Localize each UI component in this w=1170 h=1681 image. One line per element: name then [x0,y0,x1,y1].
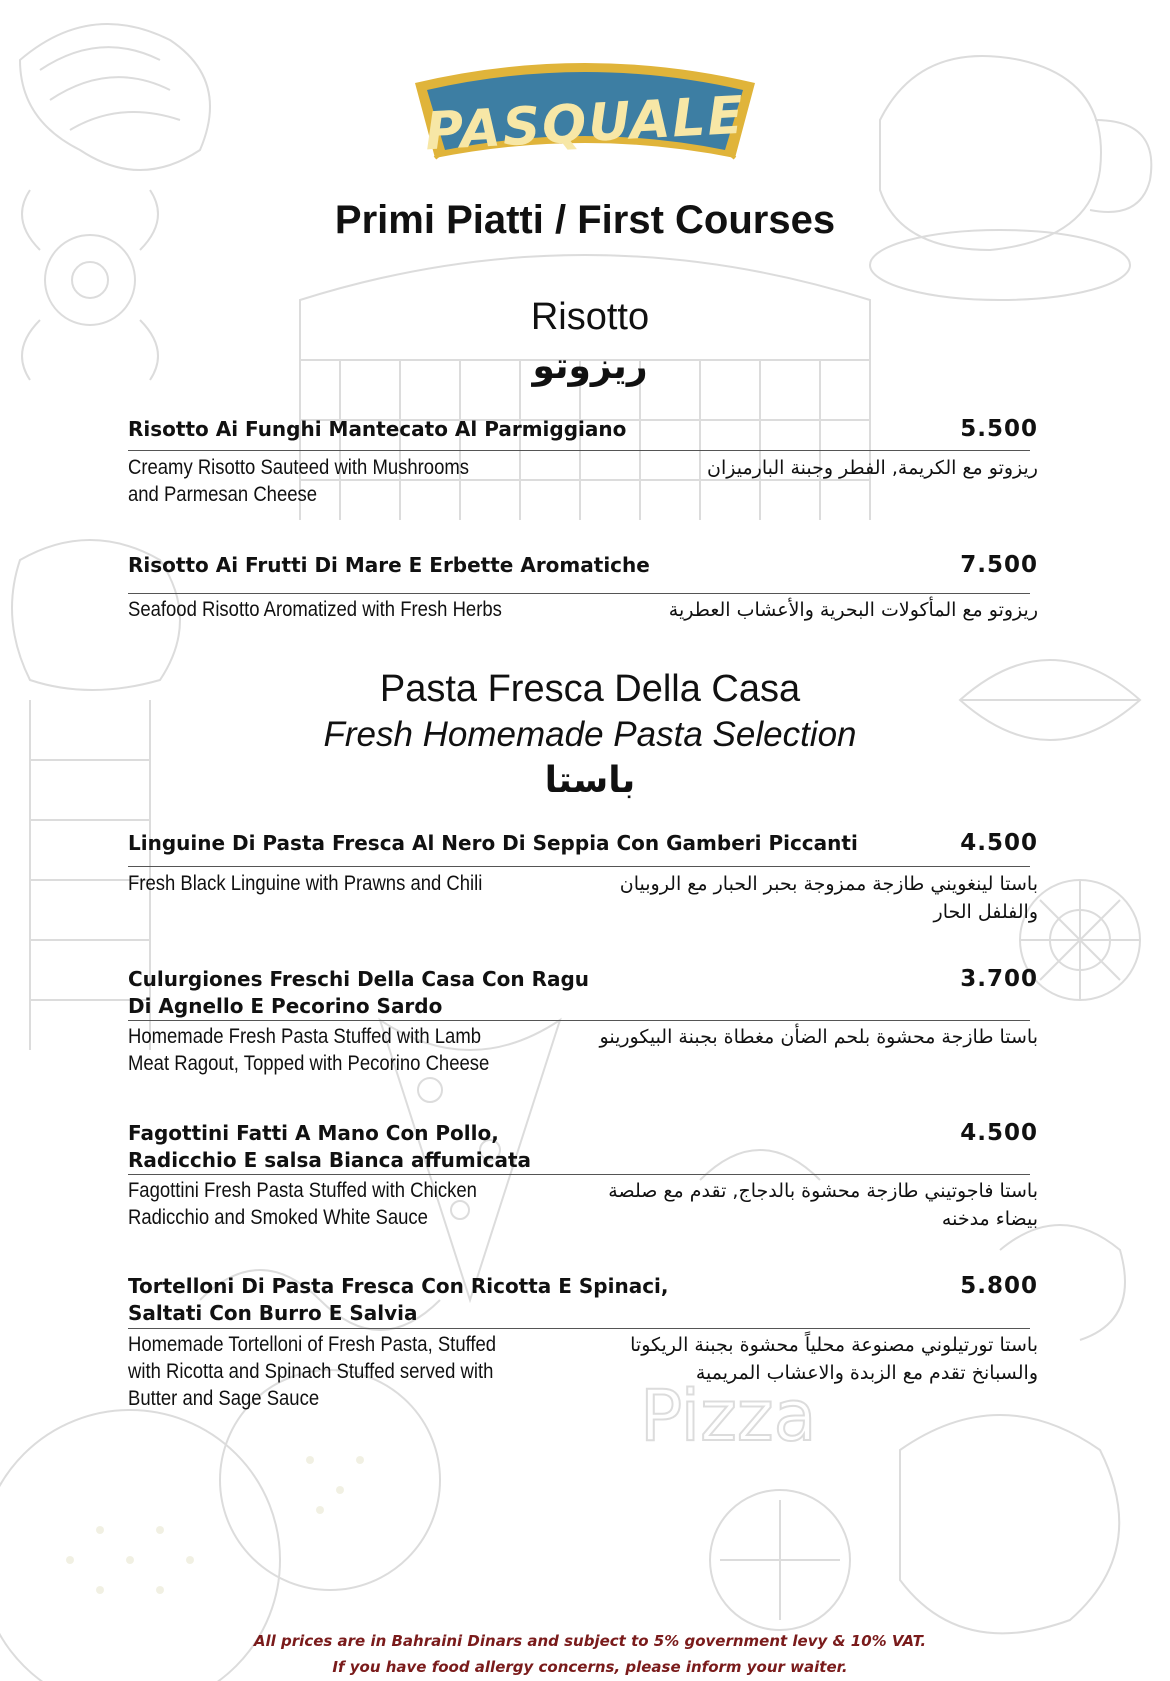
item-description: Homemade Tortelloni of Fresh Pasta, Stuffed with Ricotta and Spinach Stuffed served with Butter and Sage Sauce [128,1333,497,1410]
page-title: Primi Piatti / First Courses [334,198,836,242]
item-description-arabic: ريزوتو مع الكريمة, الفطر وجبنة البارميزان [707,457,1038,479]
menu-item [128,1273,1038,1413]
item-divider [128,866,1030,867]
section-title-risotto: Risotto [530,296,650,338]
item-price: 4.500 [960,1120,1038,1146]
item-description: Seafood Risotto Aromatized with Fresh Herbs [128,598,502,621]
item-price: 5.500 [960,416,1038,442]
svg-text:Pizza: Pizza [640,1375,817,1457]
item-name: Fagottini Fatti A Mano Con Pollo, Radicchio E salsa Bianca affumicata [128,1121,532,1172]
section-title-pasta-arabic: باستا [544,760,636,801]
item-divider [128,1020,1030,1021]
item-description: Fresh Black Linguine with Prawns and Chili [128,872,483,895]
logo-text: PASQUALE [423,85,747,163]
menu-item [128,966,1038,1076]
item-name: Culurgiones Freschi Della Casa Con Ragu Di Agnello E Pecorino Sardo [128,967,590,1018]
item-divider [128,450,1030,451]
item-name: Risotto Ai Funghi Mantecato Al Parmiggiano [128,417,627,441]
pasquale-logo [405,48,765,188]
footer-note [0,1628,1170,1680]
menu-item [128,830,1038,930]
menu-item [128,1120,1038,1230]
footer-prices-note: All prices are in Bahraini Dinars and subject to 5% government levy & 10% VAT. [253,1632,927,1650]
item-description-arabic: باستا طازجة محشوة بلحم الضأن مغطاة بجبنة البيكورينو [599,1026,1038,1048]
menu-item [128,416,1038,506]
item-description: Homemade Fresh Pasta Stuffed with Lamb Meat Ragout, Topped with Pecorino Cheese [128,1025,490,1075]
item-name: Risotto Ai Frutti Di Mare E Erbette Aromatiche [128,553,650,577]
item-name: Linguine Di Pasta Fresca Al Nero Di Seppia Con Gamberi Piccanti [128,831,858,855]
item-divider [128,1328,1030,1329]
section-subtitle-pasta: Fresh Homemade Pasta Selection [323,715,857,754]
item-price: 4.500 [960,830,1038,856]
item-price: 3.700 [960,966,1038,992]
item-price: 7.500 [960,552,1038,578]
item-description-arabic: باستا تورتيلوني مصنوعة محلياً محشوة بجبنة الريكوتا والسبانخ تقدم مع الزبدة والاعشاب المريمية [630,1334,1038,1384]
section-title-risotto-arabic: ريزوتو [532,346,648,387]
section-title-pasta: Pasta Fresca Della Casa [379,668,801,710]
item-description: Creamy Risotto Sauteed with Mushrooms and Parmesan Cheese [128,456,469,506]
footer-allergy-note: If you have food allergy concerns, please inform your waiter. [332,1658,848,1676]
item-price: 5.800 [960,1273,1038,1299]
item-divider [128,1174,1030,1175]
item-name: Tortelloni Di Pasta Fresca Con Ricotta E Spinaci, Saltati Con Burro E Salvia [128,1274,669,1325]
item-description-arabic: ريزوتو مع المأكولات البحرية والأعشاب العطرية [668,599,1038,621]
menu-item [128,552,1038,622]
item-description-arabic: باستا لينغويني طازجة ممزوجة بحبر الحبار مع الروبيان والفلفل الحار [619,873,1038,923]
item-description: Fagottini Fresh Pasta Stuffed with Chicken Radicchio and Smoked White Sauce [128,1179,477,1229]
item-divider [128,593,1030,594]
item-description-arabic: باستا فاجوتيني طازجة محشوة بالدجاج, تقدم مع صلصة بيضاء مدخنه [608,1180,1038,1230]
